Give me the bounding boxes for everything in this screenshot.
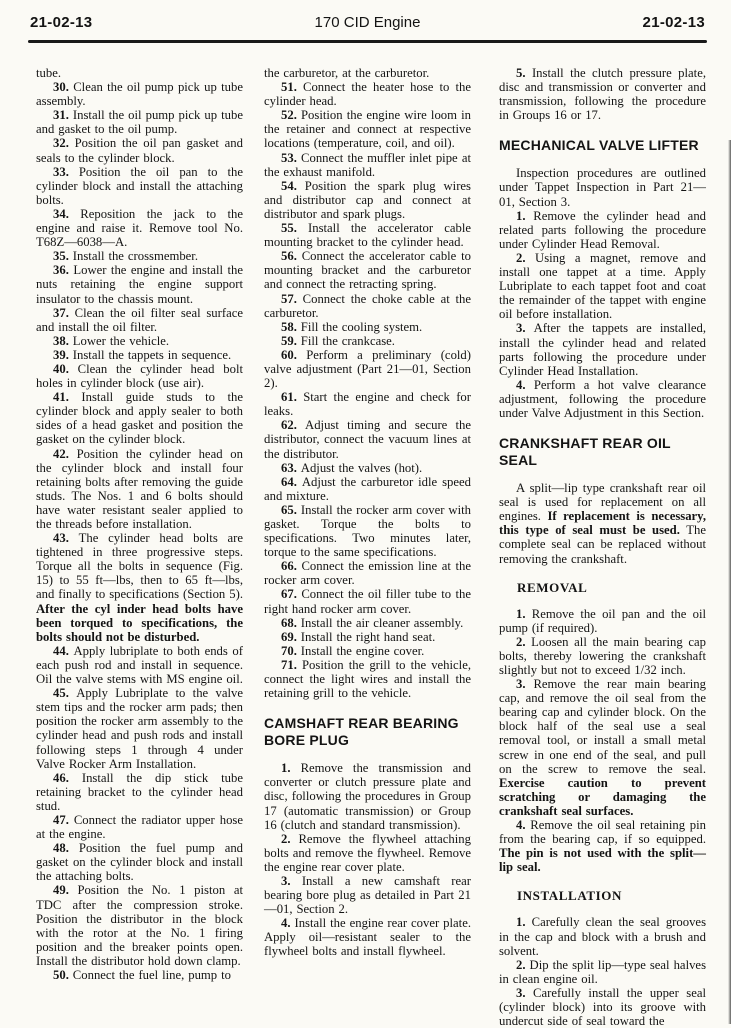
step-number: 69.: [281, 629, 301, 644]
page-header: [30, 10, 705, 34]
step-paragraph: 68. Install the air cleaner assembly.: [281, 615, 464, 630]
step-paragraph: 44. Apply lubriplate to both ends of each push rod and install in sequence. Oil the valve stems with MS engine oil.: [36, 643, 243, 687]
step-paragraph: 60. Perform a preliminary (cold) valve adjustment (Part 21—01, Section 2).: [264, 347, 472, 391]
step-paragraph: 41. Install guide studs to the cylinder block and apply sealer to both sides of a head gasket and position the gasket on the cylinder block.: [36, 390, 244, 447]
step-number: 4.: [516, 818, 531, 833]
step-number: 44.: [53, 643, 74, 658]
step-paragraph: 2. Dip the split lip—type seal halves in clean engine oil.: [499, 957, 707, 986]
step-number: 53.: [281, 150, 302, 165]
step-paragraph: 32. Position the oil pan gasket and seals to the cylinder block.: [36, 136, 243, 165]
step-paragraph: 31. Install the oil pump pick up tube and gasket to the oil pump.: [36, 108, 243, 137]
step-number: 1.: [516, 208, 534, 223]
bold-caution-text: The pin is not used with the split—lip seal.: [499, 846, 706, 875]
step-number: 40.: [53, 361, 78, 376]
step-number: 68.: [281, 615, 301, 630]
step-number: 2.: [516, 634, 532, 649]
step-number: 54.: [281, 178, 305, 193]
step-paragraph: 54. Position the spark plug wires and distributor cap and connect at distributor and spark plugs.: [264, 178, 471, 221]
step-paragraph: 61. Start the engine and check for leaks.: [264, 390, 471, 419]
step-paragraph: 3. Carefully install the upper seal (cylinder block) into its groove with undercut side of seal toward the: [499, 985, 707, 1028]
step-number: 2.: [281, 831, 299, 846]
step-paragraph: 33. Position the oil pan to the cylinder block and install the attaching bolts.: [36, 164, 243, 207]
step-paragraph: 51. Connect the heater hose to the cylinder head.: [264, 80, 471, 109]
step-number: 71.: [281, 657, 302, 672]
step-paragraph: 1. Remove the cylinder head and related parts following the procedure under Cylinder Head Removal.: [499, 208, 707, 251]
step-number: 50.: [53, 968, 73, 982]
step-paragraph: 4. Perform a hot valve clearance adjustment, following the procedure under Valve Adjustment in this Section.: [499, 377, 706, 420]
page-title: 170 CID Engine: [314, 13, 421, 31]
step-number: 55.: [281, 221, 308, 236]
step-paragraph: 30. Clean the oil pump pick up tube assembly.: [36, 80, 243, 109]
step-number: 63.: [281, 460, 301, 475]
step-paragraph: 42. Position the cylinder head on the cylinder block and install four retaining bolts after removing the guide studs. The Nos. 1 and 6 bolts should have water resistant sealer applied to the threads before installation.: [36, 446, 243, 531]
step-number: 42.: [53, 446, 77, 461]
step-paragraph: 1. Remove the oil pan and the oil pump (if required).: [499, 606, 707, 635]
step-number: 2.: [516, 250, 536, 265]
step-number: 62.: [281, 418, 306, 433]
step-paragraph: 45. Apply Lubriplate to the valve stem tips and the rocker arm pads; then position the rocker arm assembly to the cylinder head and push rods and install following steps 1 through 4 under Valve Rocker Arm Installation.: [36, 686, 243, 771]
step-number: 48.: [53, 841, 79, 856]
step-paragraph: 48. Position the fuel pump and gasket on the cylinder block and install the attaching bolts.: [36, 841, 244, 884]
step-number: 36.: [53, 263, 74, 278]
step-paragraph: 63. Adjust the valves (hot).: [281, 460, 423, 475]
step-number: 45.: [53, 686, 77, 701]
step-number: 38.: [53, 333, 73, 348]
step-paragraph: 5. Install the clutch pressure plate, disc and transmission or converter and transmission, following the procedure in Groups 16 or 17.: [499, 66, 706, 123]
step-number: 41.: [53, 390, 82, 405]
step-number: 52.: [281, 108, 301, 123]
step-number: 46.: [53, 770, 82, 785]
step-number: 59.: [281, 333, 301, 348]
step-paragraph: 35. Install the crossmember.: [53, 249, 198, 264]
step-number: 49.: [53, 883, 78, 898]
step-number: 3.: [516, 321, 534, 336]
step-paragraph: 71. Position the grill to the vehicle, connect the light wires and install the retaining grill to the vehicle.: [264, 657, 471, 701]
step-number: 60.: [281, 347, 307, 362]
step-number: 3.: [281, 873, 302, 888]
step-number: 2.: [516, 957, 530, 972]
step-paragraph: 55. Install the accelerator cable mounting bracket to the cylinder head.: [264, 221, 471, 250]
step-paragraph: 1. Carefully clean the seal grooves in the cap and block with a brush and solvent.: [499, 915, 707, 958]
step-number: 56.: [281, 249, 302, 264]
step-number: 1.: [516, 915, 532, 930]
step-paragraph: 3. After the tappets are installed, install the cylinder head and related parts following the procedure under Cylinder Head Installation.: [499, 321, 706, 378]
step-number: 33.: [53, 164, 79, 179]
step-paragraph: 3. Remove the rear main bearing cap, and remove the oil seal from the bearing cap and cylinder block. On the block half of the seal use a seal removal tool, or install a small metal screw in one end of the seal, and pull on the screw to remove the seal. Exercise caution to prevent scratching or damaging the crankshaft seal surfaces.: [499, 677, 706, 818]
step-paragraph: 64. Adjust the carburetor idle speed and mixture.: [264, 474, 471, 503]
step-paragraph: 4. Remove the oil seal retaining pin from the bearing cap, if so equipped. The pin is not used with the split—lip seal.: [499, 818, 706, 875]
step-number: 32.: [53, 136, 75, 151]
step-paragraph: 53. Connect the muffler inlet pipe at the exhaust manifold.: [264, 150, 471, 179]
step-paragraph: 2. Using a magnet, remove and install one tappet at a time. Apply Lubriplate to each tappet foot and coat the remainder of the tappet with engine oil before installation.: [499, 250, 706, 322]
step-number: 47.: [53, 812, 74, 827]
bold-caution-text: If replacement is necessary, this type of seal must be used.: [499, 509, 706, 538]
step-number: 35.: [53, 249, 73, 264]
step-number: 1.: [516, 606, 532, 621]
step-paragraph: 1. Remove the transmission and converter or clutch pressure plate and disc, following the procedures in Group 17 (automatic transmission) or Group 16 (clutch and standard transmission).: [264, 761, 471, 832]
step-paragraph: 34. Reposition the jack to the engine and raise it. Remove tool No. T68Z—6038—A.: [36, 206, 244, 250]
step-paragraph: 2. Loosen all the main bearing cap bolts, thereby lowering the crankshaft slightly but not to exceed 1/32 inch.: [499, 634, 706, 677]
step-number: 58.: [281, 319, 301, 334]
step-paragraph: 36. Lower the engine and install the nuts retaining the engine support insulator to the chassis mount.: [36, 263, 243, 306]
step-paragraph: 56. Connect the accelerator cable to mounting bracket and the carburetor and connect the retracting spring.: [264, 249, 472, 292]
step-paragraph: 3. Install a new camshaft rear bearing bore plug as detailed in Part 21—01, Section 2.: [264, 873, 471, 917]
page-number-right: 21-02-13: [642, 13, 705, 31]
step-paragraph: 4. Install the engine rear cover plate. Apply oil—resistant sealer to the flywheel bolts and install flywheel.: [264, 916, 472, 959]
section-heading: MECHANICAL VALVE LIFTER: [499, 137, 699, 154]
sub-heading: INSTALLATION: [517, 888, 622, 904]
step-number: 4.: [281, 916, 295, 931]
step-paragraph: 46. Install the dip stick tube retaining bracket to the cylinder head stud.: [36, 770, 243, 813]
text-columns: [36, 66, 706, 1028]
step-paragraph: 66. Connect the emission line at the rocker arm cover.: [264, 559, 471, 588]
sub-heading: REMOVAL: [517, 579, 588, 595]
step-number: 39.: [53, 347, 73, 362]
step-paragraph: 57. Connect the choke cable at the carburetor.: [264, 291, 471, 320]
step-number: 66.: [281, 559, 302, 574]
step-paragraph: 50. Connect the fuel line, pump to: [53, 968, 231, 982]
paragraph: A split—lip type crankshaft rear oil seal is used for replacement on all engines. If replacement is necessary, this type of seal must be used. The complete seal can be replaced without removing the crankshaft.: [499, 481, 706, 566]
step-number: 64.: [281, 474, 302, 489]
step-paragraph: 49. Position the No. 1 piston at TDC after the compression stroke. Position the distributor in the block with the rotor at the No. 1 firing position and the breaker points open. Install the distributor hold down clamp.: [36, 883, 243, 968]
step-paragraph: 38. Lower the vehicle.: [53, 333, 170, 348]
step-paragraph: 58. Fill the cooling system.: [281, 319, 423, 334]
step-paragraph: 40. Clean the cylinder head bolt holes in cylinder block (use air).: [36, 361, 243, 391]
step-number: 61.: [281, 390, 304, 405]
section-heading: CRANKSHAFT REAR OIL SEAL: [499, 435, 671, 469]
column-2: [264, 66, 471, 1028]
step-number: 43.: [53, 531, 79, 546]
bold-caution-text: After the cyl inder head bolts have been torqued to specifications, the bolts should not be disturbed.: [36, 601, 243, 644]
step-number: 30.: [53, 80, 74, 95]
step-paragraph: 69. Install the right hand seat.: [281, 629, 436, 644]
step-number: 57.: [281, 291, 303, 306]
step-paragraph: 62. Adjust timing and secure the distributor, connect the vacuum lines at the distributor.: [264, 418, 471, 461]
step-number: 5.: [516, 66, 532, 80]
step-paragraph: 39. Install the tappets in sequence.: [53, 347, 232, 362]
step-paragraph: 52. Position the engine wire loom in the retainer and connect at respective locations (temperature, coil, and oil).: [264, 108, 471, 151]
step-paragraph: 70. Install the engine cover.: [281, 643, 425, 658]
header-rule: [28, 40, 707, 43]
step-number: 67.: [281, 587, 302, 602]
step-number: 65.: [281, 502, 301, 517]
step-paragraph: 37. Clean the oil filter seal surface and install the oil filter.: [36, 305, 243, 334]
step-number: 31.: [53, 108, 73, 123]
bold-caution-text: Exercise caution to prevent scratching or damaging the crankshaft seal surfaces.: [499, 775, 706, 818]
section-heading: CAMSHAFT REAR BEARING BORE PLUG: [264, 715, 459, 749]
paragraph: Inspection procedures are outlined under Tappet Inspection in Part 21—01, Section 3.: [499, 166, 706, 209]
step-number: 4.: [516, 377, 534, 392]
step-paragraph: 2. Remove the flywheel attaching bolts and remove the flywheel. Remove the engine rear cover plate.: [264, 831, 471, 874]
step-number: 3.: [516, 677, 534, 692]
step-paragraph: 67. Connect the oil filler tube to the right hand rocker arm cover.: [264, 587, 472, 616]
column-1: [36, 66, 243, 1028]
step-number: 34.: [53, 206, 81, 221]
step-paragraph: 59. Fill the crankcase.: [281, 333, 395, 348]
step-number: 37.: [53, 305, 75, 320]
step-number: 3.: [516, 985, 534, 1000]
step-paragraph: 43. The cylinder head bolts are tightened in three progressive steps. Torque all the bolts in sequence (Fig. 15) to 55 ft—lbs, then to 65 ft—lbs, and finally to specifications (Section 5). After the cyl inder head bolts have been torqued to specifications, the bolts should not be disturbed.: [36, 531, 243, 644]
paragraph: the carburetor, at the carburetor.: [264, 66, 430, 80]
step-paragraph: 47. Connect the radiator upper hose at the engine.: [36, 812, 243, 842]
step-number: 70.: [281, 643, 301, 658]
paragraph: tube.: [36, 66, 62, 80]
page-number-left: 21-02-13: [30, 13, 93, 31]
step-number: 1.: [281, 761, 301, 776]
column-3: [499, 66, 706, 1028]
step-paragraph: 65. Install the rocker arm cover with gasket. Torque the bolts to specifications. Two minutes later, torque to the same specifications.: [264, 502, 471, 560]
step-number: 51.: [281, 80, 303, 95]
